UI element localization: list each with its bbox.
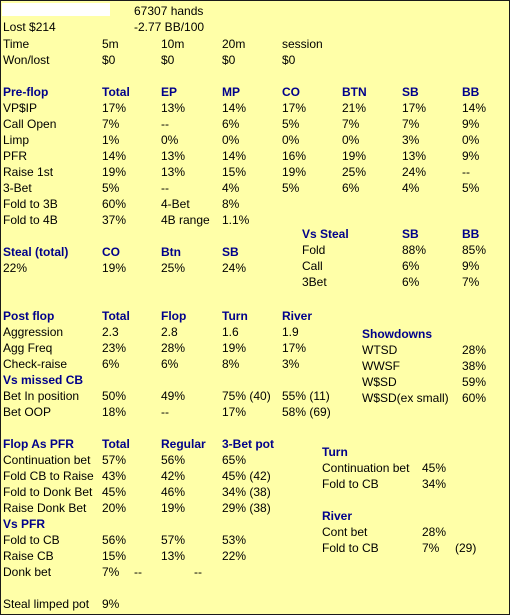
postflop-cell: 3% [282,357,300,371]
vs-pfr-cell: 56% [102,533,127,547]
postflop-header-river: River [282,309,313,323]
flop-pfr-cell: 29% (38) [222,501,271,515]
vs-steal-title: Vs Steal [302,227,349,241]
preflop-header-btn: BTN [342,85,367,99]
flop-pfr-cell: 19% [161,501,186,515]
preflop-header-bb: BB [462,85,480,99]
preflop-cell: 5% [462,181,480,195]
postflop-cell: 2.3 [102,325,119,339]
preflop-cell: 7% [102,117,120,131]
preflop-cell: 14% [222,149,247,163]
vs-missed-cb-title: Vs missed CB [3,373,84,387]
postflop-cell: 8% [222,357,240,371]
preflop-row-label: Call Open [3,117,57,131]
steal-co-value: 19% [102,261,127,275]
four-bet-label: 4-Bet [161,197,190,211]
vs-pfr-cell: -- [194,565,202,579]
wonlost-20m: $0 [222,53,236,67]
vs-steal-cell: 88% [402,243,427,257]
postflop-header-turn: Turn [222,309,248,323]
preflop-cell: 5% [102,181,120,195]
flop-pfr-cell: 45% (42) [222,469,271,483]
lost-amount: Lost $214 [3,20,56,34]
time-10m: 10m [161,37,185,51]
fold-to-3b-label: Fold to 3B [3,197,58,211]
postflop-cell: 19% [222,341,247,355]
preflop-cell: 4% [402,181,420,195]
preflop-header-co: CO [282,85,300,99]
steal-total-title: Steal (total) [3,245,69,259]
flop-pfr-header-regular: Regular [161,437,206,451]
vs-pfr-cell: 15% [102,549,127,563]
fold-to-4b-value: 37% [102,213,127,227]
vs-steal-cell: 6% [402,275,420,289]
preflop-cell: -- [161,181,169,195]
preflop-cell: 9% [462,117,480,131]
steal-btn-value: 25% [161,261,186,275]
vs-steal-header-sb: SB [402,227,419,241]
preflop-cell: 14% [102,149,127,163]
bet-in-position-cell: 50% [102,389,127,403]
flop-pfr-header-total: Total [102,437,130,451]
preflop-cell: 14% [222,101,247,115]
preflop-cell: 17% [102,101,127,115]
preflop-cell: 16% [282,149,307,163]
bet-oop-label: Bet OOP [3,405,52,419]
vs-pfr-cell: 22% [222,549,247,563]
preflop-cell: 13% [161,101,186,115]
postflop-header-total: Total [102,309,130,323]
preflop-cell: 1% [102,133,120,147]
showdowns-cell: 60% [462,391,487,405]
bet-oop-cell: -- [161,405,169,419]
preflop-cell: 14% [462,101,487,115]
preflop-cell: 0% [161,133,179,147]
river-fold-cb-count: (29) [455,541,477,555]
preflop-cell: 17% [282,101,307,115]
hands-count: 67307 hands [134,4,204,18]
preflop-cell: 5% [282,181,300,195]
flop-pfr-cell: 56% [161,453,186,467]
preflop-cell: 13% [402,149,427,163]
postflop-header-flop: Flop [161,309,187,323]
flop-pfr-cell: 43% [102,469,127,483]
bet-oop-cell: 17% [222,405,247,419]
river-title: River [322,509,353,523]
vs-pfr-cell: 13% [161,549,186,563]
vs-pfr-cell: 57% [161,533,186,547]
vs-pfr-row-label: Donk bet [3,565,52,579]
preflop-row-label: Limp [3,133,30,147]
bet-in-position-cell: 55% (11) [282,389,330,403]
showdowns-row-label: W$SD(ex small) [362,391,449,405]
preflop-cell: 19% [102,165,127,179]
preflop-header-mp: MP [222,85,240,99]
flop-pfr-cell: 57% [102,453,127,467]
preflop-cell: 25% [342,165,367,179]
showdowns-cell: 38% [462,359,487,373]
flop-pfr-row-label: Fold to Donk Bet [3,485,93,499]
steal-sb-value: 24% [222,261,247,275]
river-fold-cb-label: Fold to CB [322,541,379,555]
steal-header-co: CO [102,245,120,259]
time-5m: 5m [102,37,119,51]
flop-pfr-cell: 34% (38) [222,485,271,499]
preflop-title: Pre-flop [3,85,49,99]
preflop-row-label: PFR [3,149,27,163]
preflop-cell: 4% [222,181,240,195]
bet-in-position-cell: 75% (40) [222,389,271,403]
flop-pfr-row-label: Fold CB to Raise [3,469,94,483]
preflop-cell: -- [161,117,169,131]
four-bet-range-label: 4B range [161,213,210,227]
preflop-header-total: Total [102,85,130,99]
postflop-cell: 17% [282,341,307,355]
preflop-cell: 0% [222,133,240,147]
player-name-redacted [2,3,110,16]
postflop-row-label: Check-raise [3,357,68,371]
preflop-cell: 3% [402,133,420,147]
time-session: session [282,37,323,51]
fold-to-3b-value: 60% [102,197,127,211]
bet-in-position-cell: 49% [161,389,186,403]
bb-per-100: -2.77 BB/100 [134,20,205,34]
vs-pfr-row-label: Raise CB [3,549,54,563]
vs-steal-cell: 9% [462,259,480,273]
showdowns-cell: 59% [462,375,487,389]
flop-pfr-row-label: Raise Donk Bet [3,501,87,515]
vs-pfr-title: Vs PFR [3,517,46,531]
bet-oop-cell: 58% (69) [282,405,331,419]
four-bet-value: 8% [222,197,240,211]
vs-pfr-row-label: Fold to CB [3,533,60,547]
river-cont-bet-label: Cont bet [322,525,368,539]
vs-steal-cell: 6% [402,259,420,273]
preflop-cell: 0% [342,133,360,147]
postflop-cell: 6% [102,357,120,371]
preflop-cell: 7% [342,117,360,131]
showdowns-cell: 28% [462,343,487,357]
bet-in-position-label: Bet In position [3,389,80,403]
preflop-cell: 21% [342,101,367,115]
preflop-cell: 19% [342,149,367,163]
wonlost-label: Won/lost [3,53,50,67]
turn-cell: 34% [422,477,447,491]
turn-title: Turn [322,445,348,459]
steal-limped-pot-value: 9% [102,597,120,611]
postflop-cell: 1.6 [222,325,239,339]
preflop-header-ep: EP [161,85,178,99]
preflop-cell: -- [462,165,470,179]
preflop-cell: 5% [282,117,300,131]
postflop-cell: 28% [161,341,186,355]
fold-to-4b-label: Fold to 4B [3,213,58,227]
vs-steal-row-label: Fold [302,243,326,257]
flop-pfr-cell: 42% [161,469,186,483]
flop-pfr-row-label: Continuation bet [3,453,91,467]
flop-pfr-cell: 46% [161,485,186,499]
wonlost-10m: $0 [161,53,175,67]
postflop-cell: 1.9 [282,325,299,339]
steal-header-btn: Btn [161,245,181,259]
flop-pfr-cell: 45% [102,485,127,499]
flop-pfr-cell: 65% [222,453,247,467]
showdowns-row-label: W$SD [362,375,397,389]
preflop-cell: 6% [222,117,240,131]
postflop-cell: 2.8 [161,325,178,339]
steal-total-value: 22% [3,261,28,275]
vs-pfr-cell: 53% [222,533,247,547]
postflop-row-label: Aggression [3,325,64,339]
preflop-cell: 0% [282,133,300,147]
preflop-cell: 24% [402,165,427,179]
postflop-cell: 6% [161,357,179,371]
preflop-cell: 17% [402,101,427,115]
turn-cell: 45% [422,461,447,475]
river-cont-bet-value: 28% [422,525,447,539]
vs-steal-cell: 85% [462,243,487,257]
flop-pfr-title: Flop As PFR [3,437,74,451]
vs-pfr-cell: 7% [102,565,120,579]
postflop-title: Post flop [3,309,55,323]
turn-row-label: Continuation bet [322,461,410,475]
preflop-cell: 19% [282,165,307,179]
postflop-cell: 23% [102,341,127,355]
four-bet-range-value: 1.1% [222,213,250,227]
steal-header-sb: SB [222,245,239,259]
vs-pfr-cell: -- [134,565,142,579]
wonlost-session: $0 [282,53,296,67]
preflop-row-label: Raise 1st [3,165,54,179]
preflop-cell: 9% [462,149,480,163]
preflop-cell: 13% [161,149,186,163]
preflop-row-label: VP$IP [3,101,38,115]
time-label: Time [3,37,30,51]
vs-steal-header-bb: BB [462,227,480,241]
flop-pfr-header-3bet-pot: 3-Bet pot [222,437,274,451]
showdowns-title: Showdowns [362,327,432,341]
flop-pfr-cell: 20% [102,501,127,515]
preflop-header-sb: SB [402,85,419,99]
turn-row-label: Fold to CB [322,477,379,491]
preflop-cell: 6% [342,181,360,195]
vs-steal-cell: 7% [462,275,480,289]
preflop-row-label: 3-Bet [3,181,32,195]
preflop-cell: 15% [222,165,247,179]
preflop-cell: 13% [161,165,186,179]
preflop-cell: 7% [402,117,420,131]
bet-oop-cell: 18% [102,405,127,419]
showdowns-row-label: WTSD [362,343,398,357]
steal-limped-pot-label: Steal limped pot [3,597,90,611]
showdowns-row-label: WWSF [362,359,400,373]
postflop-row-label: Agg Freq [3,341,53,355]
preflop-cell: 0% [462,133,480,147]
time-20m: 20m [222,37,246,51]
vs-steal-row-label: Call [302,259,323,273]
vs-steal-row-label: 3Bet [302,275,327,289]
river-fold-cb-value: 7% [422,541,440,555]
wonlost-5m: $0 [102,53,116,67]
